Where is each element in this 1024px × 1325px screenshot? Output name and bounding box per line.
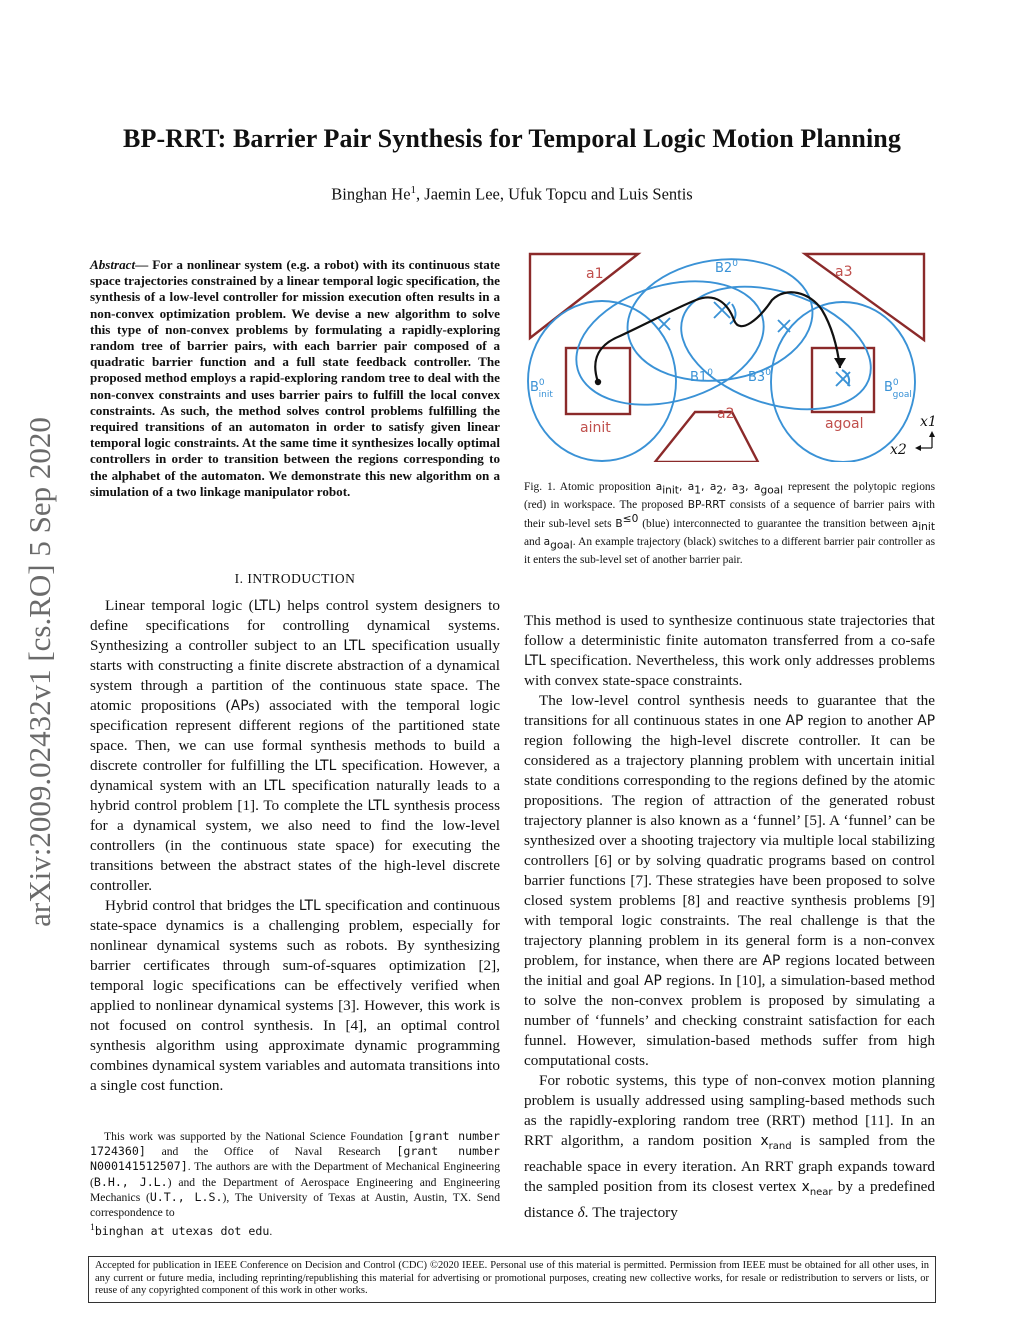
barrier-b1-set bbox=[562, 261, 779, 425]
abstract-text: — For a nonlinear system (e.g. a robot) with its continuous state space trajectories constrained by a linear temporal logic specification, the synthesis of a low-level controller for mission execution often results in a non-convex optimization problem. We devise a new algorithm to solve this type of non-convex problems by formulating a rapidly-exploring random tree of barrier pairs, with each barrier pair composed of a quadratic barrier function and a full state feedback controller. The proposed method employs a rapid-exploring random tree to deal with the non-convex constraints and uses barrier pairs to fulfill the local convex constraints. As such, the method solves control problems fulfilling the required transitions of an automaton in order to satisfy given linear temporal logic constraints. At the same time it synthesizes locally optimal controllers in order to transition between the regions corresponding to the alphabet of the automaton. We demonstrate this new algorithm on a simulation of a two linkage manipulator robot. bbox=[90, 257, 500, 499]
label-b3: $B3^0$ bbox=[748, 368, 771, 385]
right-column-body bbox=[524, 611, 935, 1223]
label-b-init: $B^0$ init bbox=[530, 378, 553, 400]
abstract-lead: Abstract bbox=[90, 257, 136, 272]
section-heading-introduction: I. INTRODUCTION bbox=[234, 571, 356, 586]
contact-email: binghan at utexas dot edu bbox=[94, 1224, 270, 1239]
paragraph: This method is used to synthesize continuous state trajectories that follow a deterministic finite automaton transferred from a co-safe LTL specification. Nevertheless, this work only addresses problems with convex state-space constraints. bbox=[524, 612, 935, 689]
label-a3: a3 bbox=[835, 264, 853, 280]
label-a2: a2 bbox=[717, 406, 735, 422]
paper-title: BP-RRT: Barrier Pair Synthesis for Temporal Logic Motion Planning bbox=[123, 124, 901, 153]
svg-text:x2: x2 bbox=[890, 442, 907, 458]
barrier-binit-set bbox=[528, 301, 676, 461]
svg-text:x1: x1 bbox=[920, 414, 937, 430]
figure-1-caption: Fig. 1. Atomic proposition $a_{init}$, $a_1$, $a_2$, $a_3$, $a_{goal}$ represent the polytopic regions (red) in workspace. The proposed BP-RRT consists of a sequence of barrier pairs with their sub-level sets $B^{\le 0}$ (blue) interconnected to guarantee the transition between $a_{init}$ and $a_{goal}$. An example trajectory (black) switches to a different barrier pair controller as it enters the sub-level set of another barrier pair. bbox=[524, 481, 936, 567]
footnote: This work was supported by the National Science Foundation [grant number 1724360] and the Office of Naval Research [grant number N000141512507]. The authors are with the Department of Mechanical Engineering (B.H., J.L.) and the Department of Aerospace Engineering and Engineering Mechanics (U.T., L.S.), The University of Texas at Austin, Austin, TX. Send correspondence to $^1$binghan at utexas dot edu. bbox=[90, 1129, 500, 1239]
paragraph: Hybrid control that bridges the LTL specification and continuous state-space dynamics is a challenging problem, especially for nonlinear dynamical systems such as robots. By synthesizing barrier certificates through sum-of-squares optimization [2], temporal logic specifications can be effectively verified when applied to nonlinear dynamical systems [3]. However, this work is not focused on control synthesis. In [4], an optimal control synthesis algorithm using approximate dynamic programming combines dynamical system variables and automata transitions into a single cost function. bbox=[90, 897, 500, 1094]
author-first: Binghan He bbox=[331, 184, 411, 204]
label-b-goal: $B^0$ goal bbox=[884, 378, 912, 400]
label-a-init: ainit bbox=[580, 420, 611, 436]
region-a2 bbox=[655, 412, 758, 462]
label-b1: $B1^0$ bbox=[690, 368, 713, 385]
author-affiliation-mark: 1 bbox=[410, 184, 417, 196]
region-a1 bbox=[530, 254, 638, 338]
label-a1: a1 bbox=[586, 266, 604, 282]
author-rest: , Jaemin Lee, Ufuk Topcu and Luis Sentis bbox=[416, 184, 693, 204]
label-a-goal: agoal bbox=[825, 416, 864, 432]
abstract bbox=[90, 257, 500, 500]
region-a3 bbox=[805, 254, 924, 340]
paragraph: The low-level control synthesis needs to guarantee that the transitions for all continuous states in one AP region to another AP region following the high-level discrete controller. It can be considered as a trajectory planning problem with uncertain initial state conditions corresponding to the regions defined by the atomic propositions. The region of attraction of the generated robust trajectory planner is also known as a ‘funnel’ [5]. A ‘funnel’ can be synthesized over a shooting trajectory via multiple local stabilizing controllers [6] or by solving quadratic programs based on control barrier functions [7]. These strategies have been proposed to solve closed system problems [8] and reactive synthesis problems [9] with temporal logic constraints. The real challenge is that the trajectory planning problem in its general form is a non-convex problem, for instance, when there are AP regions located between the initial and goal AP regions. In [10], a simulation-based method to solve the non-convex problem is proposed by simulating a number of ‘funnels’ and checking constraint satisfaction for each funnel. However, simulation-based methods suffer from high computational costs. bbox=[524, 692, 936, 1069]
left-column-body bbox=[90, 596, 500, 1096]
paragraph: Linear temporal logic (LTL) helps control system designers to define specifications for controlling dynamical systems. Synthesizing a controller subject to an LTL specification usually starts with constructing a finite discrete abstraction of a dynamical system through a partition of the continuous state space. The atomic propositions (APs) associated with the temporal logic specification represent different regions of the partitioned state space. Then, we can use formal synthesis methods to build a discrete controller for fulfilling the LTL specification. However, a dynamical system with an LTL specification naturally leads to a hybrid control problem [1]. To complete the LTL synthesis process for a dynamical system, we also need to find the low-level controllers (in the continuous state space) for executing the transitions between the abstract states of the high-level discrete controller. bbox=[90, 597, 500, 894]
copyright-notice: Accepted for publication in IEEE Conference on Decision and Control (CDC) ©2020 IEEE. Personal use of this material is permitted. Permission from IEEE must be obtained for all other uses, in any current or future media, including reprinting/republishing this material for advertising or promotional purposes, creating new collective works, for resale or redistribution to servers or lists, or reuse of any copyrighted component of this work in other works. bbox=[88, 1256, 936, 1303]
author-list bbox=[0, 184, 1024, 205]
figure-1-diagram bbox=[520, 248, 940, 462]
arxiv-stamp: arXiv:2009.02432v1 [cs.RO] 5 Sep 2020 bbox=[22, 417, 57, 927]
label-b2: $B2^0$ bbox=[715, 259, 738, 276]
paragraph: For robotic systems, this type of non-convex motion planning problem is usually addressed using sampling-based methods such as the rapidly-exploring random tree (RRT) method [11]. In an RRT algorithm, a random position $x_{rand}$ is sampled from the reachable space in every iteration. An RRT graph expands toward the sampled position from its closest vertex $x_{near}$ by a predefined distance δ. The trajectory bbox=[524, 1072, 935, 1222]
